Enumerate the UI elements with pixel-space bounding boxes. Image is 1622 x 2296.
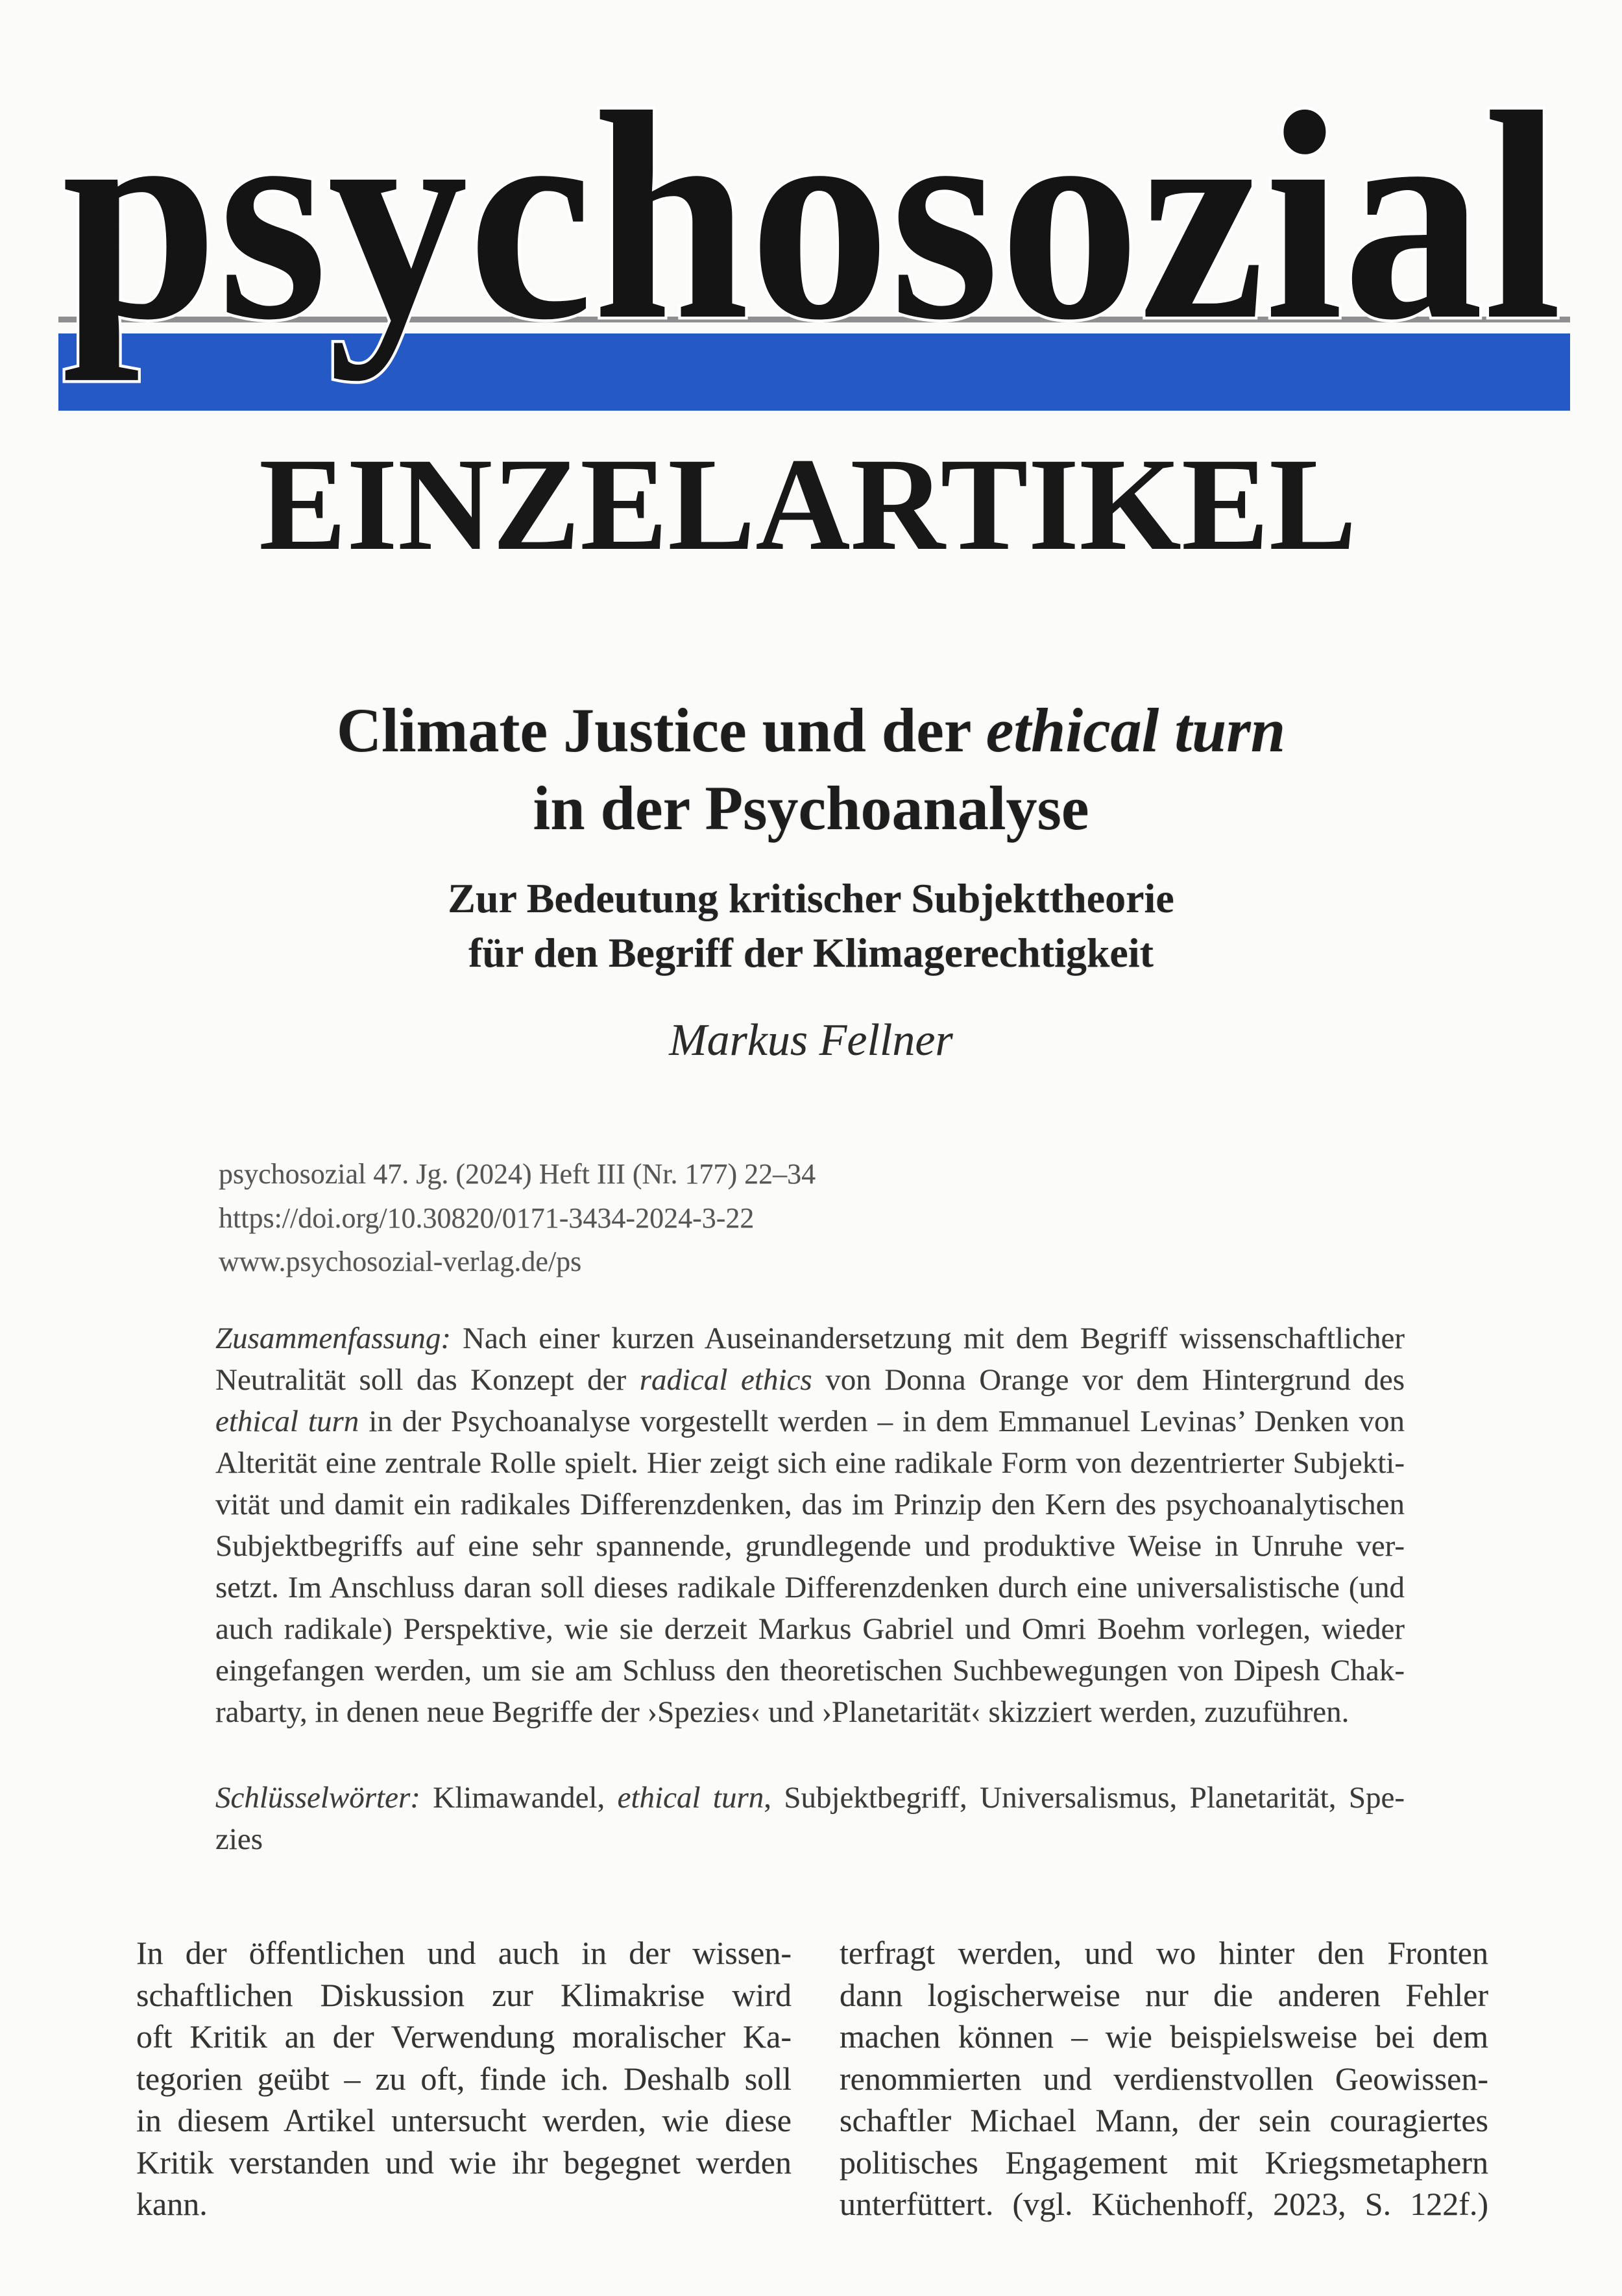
text-segment: Nach einer kurzen Auseinandersetzung mit dem Begriff wissenschaftlicher xyxy=(450,1322,1405,1355)
body-column-right xyxy=(840,1932,1488,2225)
text-segment: tegorien geübt – zu oft, finde ich. Deshalb soll xyxy=(136,2060,792,2097)
text-segment: schaftlichen Diskussion zur Klimakrise wird xyxy=(136,1976,792,2013)
keywords xyxy=(215,1777,1405,1860)
abstract xyxy=(215,1318,1405,1733)
text-segment: eingefangen werden, um sie am Schluss den theoretischen Suchbewegungen von Dipesh Chak- xyxy=(215,1654,1405,1687)
text-line xyxy=(215,1777,1405,1819)
text-segment: kann. xyxy=(136,2186,208,2222)
article-subtitle-line2: für den Begriff der Klimagerechtigkeit xyxy=(468,930,1154,976)
text-line xyxy=(136,2099,792,2142)
citation-doi: https://doi.org/10.30820/0171-3434-2024-3-22 xyxy=(219,1202,755,1234)
text-segment: Neutralität soll das Konzept der xyxy=(215,1363,640,1397)
text-segment: Klimawandel, xyxy=(420,1781,618,1815)
text-line xyxy=(215,1691,1405,1733)
text-segment: unterfüttert. (vgl. Küchenhoff, 2023, S. 122f.) xyxy=(840,2186,1488,2222)
section-label: EINZELARTIKEL xyxy=(259,431,1357,578)
body-column-left xyxy=(136,1932,792,2225)
text-line xyxy=(136,1974,792,2016)
text-segment: rabarty, in denen neue Begriffe der ›Spezies‹ und ›Planetarität‹ skizziert werden, zuzuführen. xyxy=(215,1695,1350,1729)
text-line xyxy=(136,2142,792,2184)
text-segment: in der Psychoanalyse vorgestellt werden – in dem Emmanuel Levinas’ Denken von xyxy=(359,1405,1405,1438)
text-line xyxy=(840,2142,1488,2184)
text-line xyxy=(215,1442,1405,1484)
text-segment: auch radikale) Perspektive, wie sie derzeit Markus Gabriel und Omri Boehm vorlegen, wieder xyxy=(215,1612,1405,1646)
text-segment: Subjektbegriffs auf eine sehr spannende, grundlegende und produktive Weise in Unruhe ver- xyxy=(215,1529,1405,1563)
text-segment: setzt. Im Anschluss daran soll dieses radikale Differenzdenken durch eine universalistische (und xyxy=(215,1571,1405,1604)
text-segment: vität und damit ein radikales Differenzdenken, das im Prinzip den Kern des psychoanalytischen xyxy=(215,1488,1405,1521)
text-line xyxy=(136,2183,792,2225)
text-line xyxy=(840,2099,1488,2142)
text-segment: Kritik verstanden und wie ihr begegnet werden xyxy=(136,2144,792,2181)
article-subtitle xyxy=(0,871,1622,980)
italic-text-segment: ethical turn xyxy=(617,1781,764,1815)
text-segment: politisches Engagement mit Kriegsmetaphern xyxy=(840,2144,1488,2181)
citation-url: www.psychosozial-verlag.de/ps xyxy=(219,1246,582,1277)
text-line xyxy=(215,1525,1405,1567)
text-segment: von Donna Orange vor dem Hintergrund des xyxy=(812,1363,1405,1397)
article-title-line1 xyxy=(0,692,1622,769)
italic-text-segment: radical ethics xyxy=(639,1363,812,1397)
article-title xyxy=(0,692,1622,847)
article-title-line1-normal: Climate Justice und der xyxy=(336,695,986,765)
text-segment: In der öffentlichen und auch in der wissen- xyxy=(136,1935,792,1971)
text-segment: machen können – wie beispielsweise bei dem xyxy=(840,2018,1488,2055)
text-line xyxy=(215,1567,1405,1608)
text-line xyxy=(215,1401,1405,1442)
text-line xyxy=(840,1974,1488,2016)
text-segment: zies xyxy=(215,1822,263,1856)
italic-text-segment: ethical turn xyxy=(215,1405,359,1438)
article-title-line2: in der Psychoanalyse xyxy=(533,773,1089,843)
text-line xyxy=(840,2016,1488,2058)
text-line xyxy=(215,1318,1405,1359)
text-line xyxy=(840,1932,1488,1974)
text-segment: terfragt werden, und wo hinter den Fronten xyxy=(840,1935,1488,1971)
text-segment: renommierten und verdienstvollen Geowissen- xyxy=(840,2060,1488,2097)
text-segment: , Subjektbegriff, Universalismus, Planetarität, Spe- xyxy=(764,1781,1405,1815)
text-line xyxy=(136,2058,792,2100)
journal-header xyxy=(0,0,1622,584)
italic-text-segment: Zusammenfassung: xyxy=(215,1322,451,1355)
text-segment: in diesem Artikel untersucht werden, wie diese xyxy=(136,2102,792,2138)
journal-logo: psychosozial xyxy=(62,51,1562,381)
text-line xyxy=(136,1932,792,1974)
text-line xyxy=(215,1650,1405,1691)
article-title-line1-italic: ethical turn xyxy=(986,695,1286,765)
citation-block xyxy=(219,1152,816,1284)
text-line xyxy=(215,1608,1405,1650)
text-segment: Alterität eine zentrale Rolle spielt. Hier zeigt sich eine radikale Form von dezentrierter Subjekti- xyxy=(215,1446,1405,1480)
text-line xyxy=(215,1819,1405,1860)
text-line xyxy=(215,1359,1405,1401)
text-segment: dann logischerweise nur die anderen Fehler xyxy=(840,1976,1488,2013)
article-subtitle-line1: Zur Bedeutung kritischer Subjekttheorie xyxy=(448,875,1174,921)
italic-text-segment: Schlüsselwörter: xyxy=(215,1781,420,1815)
article-author: Markus Fellner xyxy=(669,1015,953,1065)
text-segment: oft Kritik an der Verwendung moralischer Ka- xyxy=(136,2018,792,2055)
text-line xyxy=(840,2183,1488,2225)
text-segment: schaftler Michael Mann, der sein couragiertes xyxy=(840,2102,1488,2138)
citation-issue: psychosozial 47. Jg. (2024) Heft III (Nr. 177) 22–34 xyxy=(219,1158,816,1190)
text-line xyxy=(136,2016,792,2058)
text-line xyxy=(840,2058,1488,2100)
text-line xyxy=(215,1484,1405,1525)
